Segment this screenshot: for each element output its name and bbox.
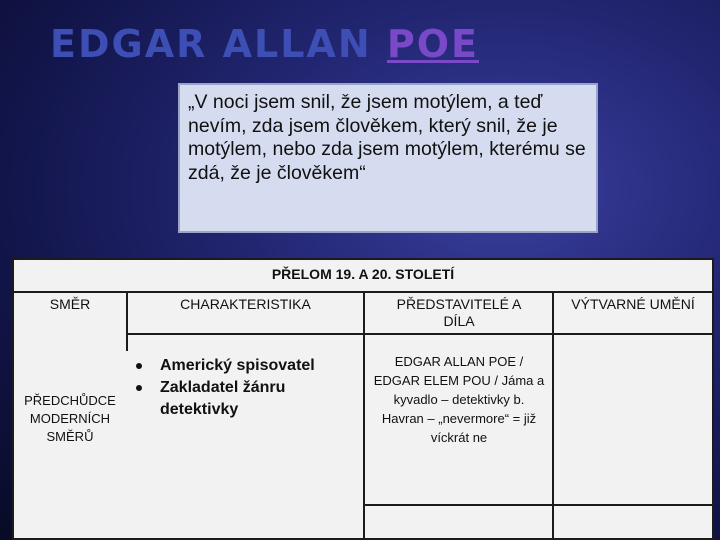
- title-part-1: EDGAR ALLAN: [50, 22, 387, 66]
- grid-line: [363, 504, 714, 506]
- characteristics-list: [128, 355, 358, 421]
- list-item-text: Americký spisovatel: [160, 357, 315, 374]
- column-header-smer: SMĚR: [49, 296, 91, 312]
- grid-line: [552, 291, 554, 540]
- bullet-icon: [136, 385, 142, 391]
- slide-title: [50, 22, 479, 66]
- quote-box: „V noci jsem snil, že jsem motýlem, a teď nevím, zda jsem člověkem, který snil, že je motýlem, nebo zda jsem motýlem, kterému se zdá, že je člověkem“: [178, 83, 598, 233]
- column-header-characteristics: CHARAKTERISTIKA: [180, 296, 311, 312]
- grid-line: [126, 333, 714, 335]
- list-item: [128, 377, 358, 421]
- list-item-text: Zakladatel žánru detektivky: [160, 379, 286, 418]
- title-part-2: POE: [386, 22, 479, 66]
- cell-authors: EDGAR ALLAN POE / EDGAR ELEM POU / Jáma a kyvadlo – detektivky b. Havran – „nevermore“ = již víckrát ne: [373, 354, 545, 445]
- grid-line: [363, 291, 365, 540]
- list-item: [128, 355, 358, 377]
- column-header-art: VÝTVARNÉ UMĚNÍ: [571, 296, 695, 312]
- cell-smer: PŘEDCHŮDCE MODERNÍCH SMĚRŮ: [24, 393, 116, 444]
- table-header: PŘELOM 19. A 20. STOLETÍ: [14, 260, 712, 293]
- column-header-authors: PŘEDSTAVITELÉ A DÍLA: [396, 296, 522, 329]
- bullet-icon: [136, 363, 142, 369]
